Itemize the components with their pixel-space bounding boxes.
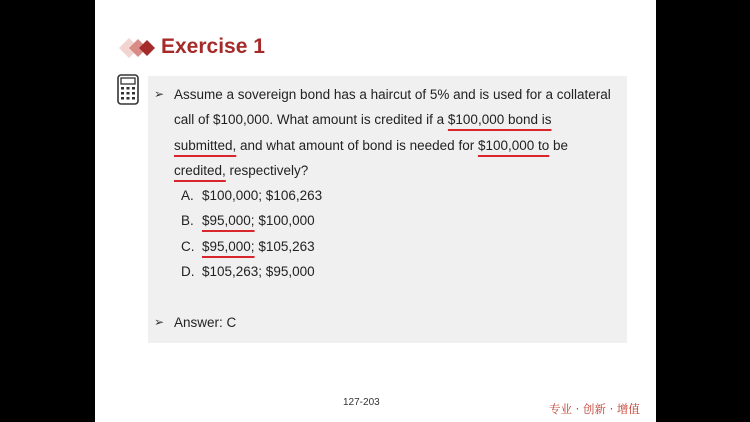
option-b: B. $95,000; $100,000	[181, 213, 315, 229]
option-d: D. $105,263; $95,000	[181, 264, 315, 280]
slide-title: Exercise 1	[161, 35, 265, 58]
answer	[154, 310, 236, 335]
question-line-3: submitted, and what amount of bond is needed for $100,000 to be	[174, 137, 569, 153]
exercise-content	[154, 82, 624, 284]
arrow-bullet-icon: ➢	[154, 315, 165, 329]
arrow-bullet-icon: ➢	[154, 87, 165, 101]
options-list	[154, 183, 624, 284]
question-line-1: Assume a sovereign bond has a haircut of 5% and is used for a collateral	[174, 87, 611, 102]
slogan: 专业 · 创新 · 增值	[549, 402, 640, 416]
diamond-logo-icon	[105, 33, 157, 63]
question-line-2: call of $100,000. What amount is credited if a $100,000 bond is	[174, 112, 552, 128]
option-c: C. $95,000; $105,263	[181, 238, 315, 254]
answer-text: Answer: C	[174, 315, 237, 330]
question-line-4: credited, respectively?	[174, 162, 309, 178]
option-a: A. $100,000; $106,263	[181, 188, 323, 204]
calculator-icon	[117, 74, 139, 105]
question	[154, 82, 624, 183]
slide	[95, 0, 656, 422]
exercise-box	[148, 76, 627, 343]
page-number: 127-203	[343, 397, 380, 408]
